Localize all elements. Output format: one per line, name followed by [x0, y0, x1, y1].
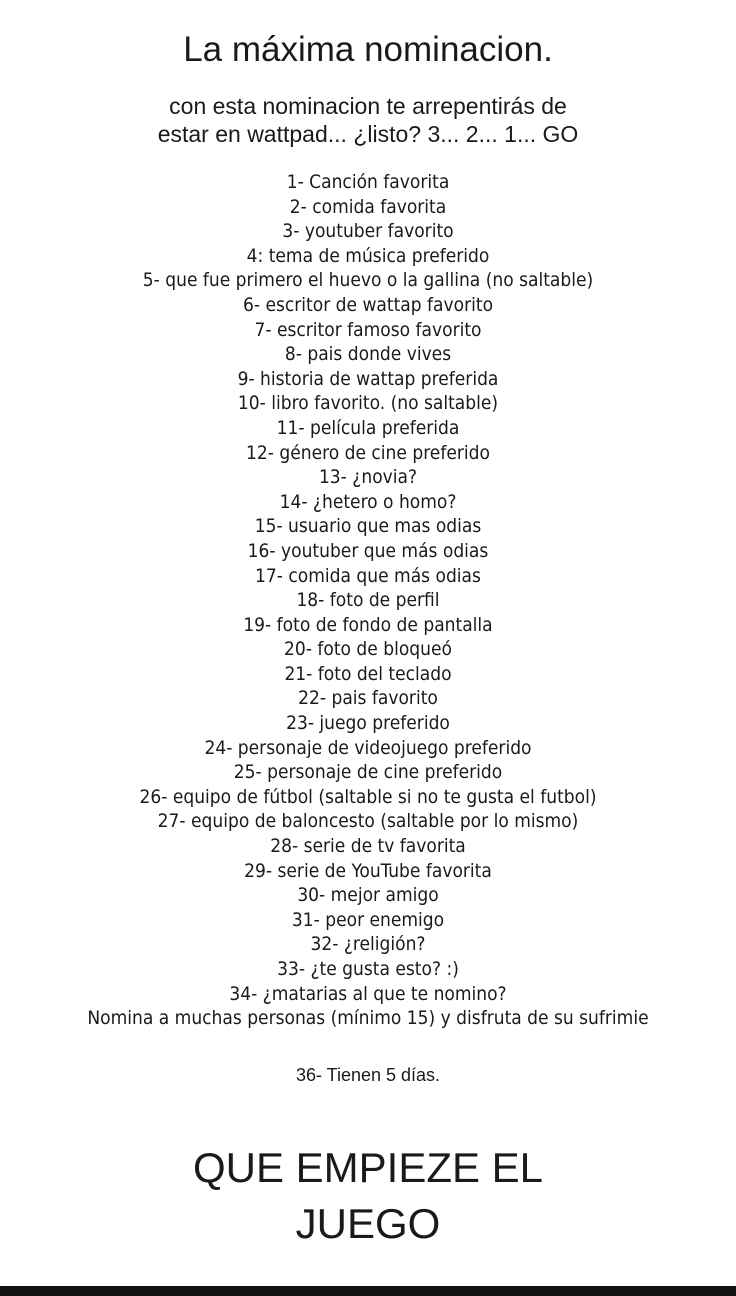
list-item: 6- escritor de wattap favorito: [242, 293, 494, 316]
list-item: 11- película preferida: [276, 416, 460, 439]
list-item: 18- foto de perfil: [296, 589, 440, 612]
closing-line-2: JUEGO: [295, 1200, 441, 1247]
list-item: 24- personaje de videojuego preferido: [204, 736, 532, 759]
list-item: 34- ¿matarias al que te nomino?: [229, 982, 507, 1005]
page-title: La máxima nominacion.: [183, 30, 553, 69]
list-item: 25- personaje de cine preferido: [233, 761, 503, 784]
list-item: 28- serie de tv favorita: [270, 835, 466, 858]
list-item: 7- escritor famoso favorito: [254, 318, 482, 341]
list-item: 29- serie de YouTube favorita: [244, 859, 492, 882]
list-item: 4: tema de música preferido: [246, 244, 490, 267]
question-list: [0, 170, 736, 1031]
list-item: 5- que fue primero el huevo o la gallina (no saltable): [142, 269, 594, 292]
list-item: 30- mejor amigo: [297, 884, 439, 907]
list-item: 26- equipo de fútbol (saltable si no te gusta el futbol): [139, 785, 597, 808]
list-item: 17- comida que más odias: [255, 564, 481, 587]
list-item: 31- peor enemigo: [291, 908, 445, 931]
list-item: 14- ¿hetero o homo?: [279, 490, 457, 513]
intro-text: [0, 92, 736, 148]
list-item: 10- libro favorito. (no saltable): [237, 392, 499, 415]
list-item: 22- pais favorito: [298, 687, 438, 710]
list-item: 16- youtuber que más odias: [247, 539, 489, 562]
list-item: 13- ¿novia?: [318, 466, 418, 489]
closing-line-1: QUE EMPIEZE EL: [192, 1144, 544, 1191]
list-item: 20- foto de bloqueó: [284, 638, 452, 661]
list-item: 12- género de cine preferido: [246, 441, 490, 464]
intro-line-2: estar en wattpad... ¿listo? 3... 2... 1... GO: [157, 121, 579, 147]
list-item: 32- ¿religión?: [310, 933, 426, 956]
list-item: Nomina a muchas personas (mínimo 15) y disfruta de su sufrimie: [87, 1007, 649, 1030]
list-item: 2- comida favorita: [289, 195, 447, 218]
intro-line-1: con esta nominacion te arrepentirás de: [169, 93, 567, 119]
list-item: 1- Canción favorita: [286, 171, 450, 193]
list-item: 3- youtuber favorito: [282, 220, 454, 243]
closing-heading: [0, 1140, 736, 1252]
deadline-note: 36- Tienen 5 días.: [295, 1065, 441, 1085]
bottom-edge-bar: [0, 1286, 736, 1296]
list-item: 15- usuario que mas odias: [254, 515, 482, 538]
list-item: 33- ¿te gusta esto? :): [277, 958, 459, 980]
list-item: 8- pais donde vives: [284, 343, 452, 366]
list-item: 19- foto de fondo de pantalla: [243, 613, 493, 636]
list-item: 27- equipo de baloncesto (saltable por lo mismo): [157, 810, 579, 833]
list-item: 9- historia de wattap preferida: [237, 367, 499, 390]
list-item: 21- foto del teclado: [284, 662, 452, 685]
list-item: 23- juego preferido: [286, 712, 450, 735]
